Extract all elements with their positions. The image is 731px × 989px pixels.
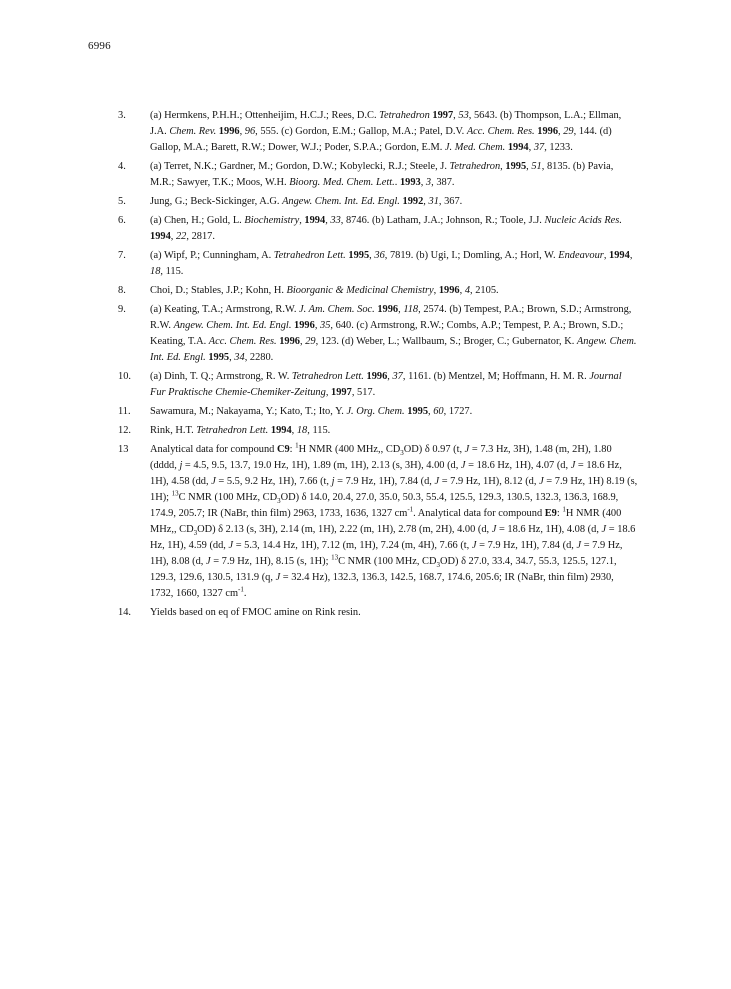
reference-text-segment: J [471,540,477,551]
reference-text-segment: 18 [296,425,308,436]
reference-text-segment: , 123. (d) Weber, L.; Wallbaum, S.; Broger, C.; Gubernator, K. [315,336,577,347]
reference-text-segment: = 7.9 Hz, 1H), 7.84 (d, [476,540,577,551]
reference-text-segment: , 1233. [544,142,573,153]
reference-text [150,605,638,621]
reference-text-segment: , [453,110,459,121]
reference-text-segment: 1994 [304,215,326,226]
reference-text-segment: , [398,304,404,315]
reference-item [118,108,638,156]
reference-text-segment: 1997 [432,110,454,121]
reference-text-segment: 1996 [377,304,399,315]
reference-item [118,213,638,245]
reference-text-segment: J. Am. Chem. Soc. [299,304,375,315]
reference-text-segment: , 640. (c) Armstrong, R.W.; Combs, A.P.; Tempest, P. A.; Brown, S.D.; Keating, T.A. [150,320,624,347]
reference-text-segment: OD) δ 2.13 (s, 3H), 2.14 (m, 1H), 2.22 (m, 1H), 2.78 (m, 2H), 4.00 (d, [197,524,492,535]
reference-text-segment: . [394,177,400,188]
reference-text-segment: Rink, H.T. [150,425,197,436]
reference-text-segment: 13 [331,553,339,562]
reference-text-segment: -1 [238,585,244,594]
reference-text-segment: J [211,476,216,487]
reference-text-segment: J [601,524,607,535]
reference-text-segment: , [629,250,633,261]
reference-text-segment: 1995 [348,250,370,261]
reference-text-segment: = 5.5, 9.2 Hz, 1H), 7.66 (t, [215,476,332,487]
reference-text-segment: , 517. [351,387,376,398]
reference-text-segment: Biochemistry [244,215,300,226]
reference-text-segment: = 7.3 Hz, 3H), 1.48 (m, 2H), 1.80 (dddd, [150,444,612,471]
reference-text-segment: , [229,352,235,363]
reference-text-segment: 3 [277,497,281,506]
reference-item [118,159,638,191]
reference-text [150,159,638,191]
reference-text-segment: , [299,336,306,347]
reference-text-segment: 1996 [294,320,315,331]
reference-text-segment: , [170,231,176,242]
reference-text-segment: , [433,285,439,296]
reference-text-segment: 1996 [218,126,240,137]
reference-text-segment: 34 [234,352,245,363]
reference-text-segment: 3 [193,529,198,538]
reference-text-segment: 37 [392,371,403,382]
reference-text-segment: = 7.9 Hz, 1H), 8.12 (d, [439,476,540,487]
reference-text-segment: , [239,126,245,137]
reference-item [118,404,638,420]
reference-text-segment: , [526,161,532,172]
reference-text-segment: 1995 [208,352,230,363]
reference-text-segment: J [491,524,497,535]
reference-text-segment: 3 [400,449,404,458]
reference-text-segment: OD) δ 0.97 (t, [403,444,465,455]
reference-text-segment: 60 [433,406,444,417]
reference-text-segment: , 115. [160,266,184,277]
reference-text-segment: , 5643. (b) Thompson, L.A.; Ellman, J.A. [150,110,622,137]
reference-text-segment: Yields based on eq of FMOC amine on Rink resin. [150,607,361,618]
reference-text-segment: 1992 [402,196,424,207]
reference-text-segment: . [243,588,247,599]
reference-text-segment: J [206,556,211,567]
reference-text-segment: 1 [562,505,566,514]
reference-text-segment: J [460,460,466,471]
reference-text-segment: J [570,460,576,471]
reference-text [150,194,638,210]
reference-text-segment: , 115. [307,425,331,436]
reference-text-segment: Nucleic Acids Res. [544,215,622,226]
reference-number: 8. [118,285,126,296]
reference-text-segment: , [603,250,610,261]
reference-text-segment: 118 [403,304,419,315]
reference-text-segment: J [434,476,440,487]
reference-text-segment: 37 [533,142,545,153]
reference-text-segment: Tetrahedron Lett. [273,250,346,261]
reference-text-segment: , [314,320,321,331]
reference-text-segment: 22 [175,231,187,242]
reference-text-segment: 53 [458,110,469,121]
reference-text-segment: 31 [428,196,439,207]
reference-text-segment: 3 [425,177,432,188]
reference-number: 7. [118,250,126,261]
reference-text-segment: , 387. [431,177,455,188]
reference-text-segment: 35 [320,320,331,331]
reference-text-segment: 1993 [399,177,421,188]
reference-text-segment: 1995 [407,406,429,417]
reference-text-segment: , [428,406,434,417]
reference-text-segment: 1994 [609,250,630,261]
reference-text-segment: Bioorganic & Medicinal Chemistry [286,285,434,296]
reference-text-segment: = 18.6 Hz, 1H), 4.58 (dd, [150,460,622,487]
reference-text-segment: j [331,476,335,487]
reference-text-segment: (a) Dinh, T. Q.; Armstrong, R. W. [150,371,292,382]
reference-text-segment: Tetrahedron Lett. [196,425,269,436]
reference-text-segment: (a) Keating, T.A.; Armstrong, R.W. [150,304,300,315]
reference-text-segment: . Analytical data for compound [413,508,545,519]
reference-number: 5. [118,196,126,207]
reference-text-segment: 1996 [537,126,559,137]
reference-text [150,248,638,280]
reference-list [118,108,638,624]
reference-text-segment: J [464,444,470,455]
reference-text-segment: = 32.4 Hz), 132.3, 136.3, 142.5, 168.7, 174.6, 205.6; IR (NaBr, thin film) 2930, 1732, 1660, 1327 cm [150,572,614,599]
reference-text-segment: (a) Hermkens, P.H.H.; Ottenheijim, H.C.J.; Rees, D.C. [150,110,380,121]
reference-text-segment: J [576,540,582,551]
reference-text-segment: J [228,540,234,551]
reference-text-segment: 3 [436,561,440,570]
reference-text-segment: , [325,387,332,398]
reference-text-segment: H NMR (400 MHz,, CD [150,508,622,535]
reference-text [150,442,638,602]
reference-text-segment: 1996 [438,285,460,296]
reference-text-segment: 1995 [505,161,527,172]
reference-item [118,283,638,299]
reference-text-segment: = 18.6 Hz, 1H), 4.08 (d, [496,524,602,535]
reference-text-segment: (a) Chen, H.; Gold, L. [150,215,245,226]
reference-text-segment: = 7.9 Hz, 1H), 7.84 (d, [334,476,435,487]
reference-text-segment: , 2817. [186,231,215,242]
reference-text-segment: 4 [464,285,471,296]
reference-text-segment: = 7.9 Hz, 1H) 8.19 (s, 1H); [150,476,638,503]
reference-text-segment: 1996 [366,371,388,382]
reference-text-segment: 1994 [150,231,171,242]
reference-text-segment: , 144. (d) Gallop, M.A.; Barett, R.W.; Dower, W.J.; Poder, S.P.A.; Gordon, E.M. [150,126,612,153]
reference-text-segment: = 4.5, 9.5, 13.7, 19.0 Hz, 1H), 1.89 (m, 1H), 2.13 (s, 3H), 4.00 (d, [182,460,461,471]
reference-text-segment: , 2574. (b) Tempest, P.A.; Brown, S.D.; Armstrong, R.W. [150,304,632,331]
reference-text-segment: , [369,250,375,261]
reference-text-segment: Chem. Rev. [169,126,217,137]
reference-number: 4. [118,161,126,172]
reference-text-segment: , 1161. (b) Mentzel, M; Hoffmann, H. M. R. [402,371,590,382]
reference-text [150,302,638,366]
reference-text-segment: 51 [531,161,542,172]
reference-text-segment: 1997 [331,387,352,398]
reference-text-segment: 1996 [279,336,300,347]
reference-text-segment: = 7.9 Hz, 1H), 8.15 (s, 1H); [210,556,332,567]
reference-text-segment: OD) δ 27.0, 33.4, 34.7, 55.3, 125.5, 127.1, 129.3, 129.6, 130.5, 131.9 (q, [150,556,617,583]
reference-item [118,423,638,439]
reference-text-segment: Jung, G.; Beck-Sickinger, A.G. [150,196,283,207]
reference-text-segment: 18 [150,266,161,277]
reference-text-segment: C NMR (100 MHz, CD [178,492,278,503]
reference-text-segment: = 5.3, 14.4 Hz, 1H), 7.12 (m, 1H), 7.24 (m, 4H), 7.66 (t, [233,540,472,551]
reference-text-segment: , [420,177,426,188]
reference-text-segment: 33 [330,215,341,226]
reference-text-segment: = 7.9 Hz, 1H), 8.08 (d, [150,540,623,567]
reference-text-segment: Acc. Chem. Res. [466,126,535,137]
reference-number: 14. [118,607,131,618]
reference-item [118,302,638,366]
reference-text-segment: , 2105. [470,285,499,296]
reference-text-segment: J. Med. Chem. [444,142,506,153]
reference-text-segment: , [500,161,506,172]
reference-text-segment: Bioorg. Med. Chem. Lett. [289,177,395,188]
reference-text [150,404,638,420]
reference-text-segment: E9 [544,508,557,519]
reference-text-segment: C NMR (100 MHz, CD [338,556,437,567]
reference-text [150,283,638,299]
page-number: 6996 [88,40,111,52]
reference-text-segment: Acc. Chem. Res. [208,336,277,347]
reference-text-segment: j [179,460,183,471]
reference-text [150,369,638,401]
reference-number: 11. [118,406,131,417]
reference-text-segment: , [558,126,564,137]
reference-text-segment: Choi, D.; Stables, J.P.; Kohn, H. [150,285,287,296]
reference-text-segment: Tetrahedron [449,161,501,172]
reference-text-segment: Analytical data for compound [150,444,277,455]
reference-text-segment: 36 [374,250,385,261]
reference-text-segment: 96 [244,126,256,137]
reference-text-segment: 13 [171,489,179,498]
reference-text [150,423,638,439]
reference-text-segment: , [387,371,393,382]
reference-text-segment: 29 [563,126,574,137]
reference-text-segment: Angew. Chem. Int. Ed. Engl. [173,320,292,331]
reference-text-segment: , 367. [438,196,463,207]
reference-item [118,248,638,280]
reference-text-segment: H NMR (400 MHz,, CD [298,444,401,455]
reference-text [150,213,638,245]
reference-text-segment: : [556,508,563,519]
reference-text-segment: 1994 [270,425,292,436]
reference-number: 10. [118,371,131,382]
reference-text-segment: : [289,444,296,455]
reference-text-segment: , [423,196,429,207]
reference-text-segment: Endeavour [558,250,604,261]
reference-text-segment: , 7819. (b) Ugi, I.; Domling, A.; Horl, W. [384,250,559,261]
reference-item [118,369,638,401]
reference-text-segment: , 2280. [244,352,274,363]
reference-text-segment: Tetrahedron [379,110,430,121]
reference-text-segment: , 555. (c) Gordon, E.M.; Gallop, M.A.; Patel, D.V. [255,126,467,137]
reference-text-segment: 29 [305,336,316,347]
reference-text-segment: Angew. Chem. Int. Ed. Engl. [150,336,637,363]
reference-text-segment: Angew. Chem. Int. Ed. Engl. [282,196,400,207]
reference-text-segment: Journal Fur Praktische Chemie-Chemiker-Zeitung [150,371,622,398]
reference-text-segment: Tetrahedron Lett. [291,371,364,382]
reference-text-segment: , 8135. (b) Pavia, M.R.; Sawyer, T.K.; Moos, W.H. [150,161,614,188]
reference-text-segment: , [325,215,331,226]
reference-text-segment: -1 [407,505,414,514]
reference-item [118,605,638,621]
reference-text-segment: (a) Wipf, P.; Cunningham, A. [150,250,274,261]
reference-text-segment: J. Org. Chem. [346,406,405,417]
reference-number: 9. [118,304,126,315]
reference-text-segment: OD) δ 14.0, 20.4, 27.0, 35.0, 50.3, 55.4, 125.5, 129.3, 130.5, 132.3, 136.3, 168.9, 174.9, 205.7; IR (NaBr, thin film) 2963, 1733, 1636, 1327 cm [150,492,619,519]
reference-text-segment: 1994 [507,142,529,153]
reference-text-segment: , 8746. (b) Latham, J.A.; Johnson, R.; Toole, J.J. [340,215,545,226]
reference-text-segment: , [528,142,534,153]
reference-text-segment: , [291,425,297,436]
reference-text-segment: Sawamura, M.; Nakayama, Y.; Kato, T.; Ito, Y. [150,406,347,417]
reference-text [150,108,638,156]
reference-item [118,194,638,210]
reference-text-segment: , [299,215,305,226]
reference-number: 3. [118,110,126,121]
reference-item [118,442,638,602]
reference-number: 12. [118,425,131,436]
reference-text-segment: , [459,285,465,296]
reference-text-segment: (a) Terret, N.K.; Gardner, M.; Gordon, D.W.; Kobylecki, R.J.; Steele, J. [150,161,450,172]
reference-text-segment: , 1727. [443,406,473,417]
reference-text-segment: = 18.6 Hz, 1H), 4.59 (dd, [150,524,636,551]
reference-text-segment: 1 [295,441,299,450]
reference-text-segment: C9 [276,444,290,455]
reference-text-segment: J [539,476,544,487]
reference-number: 13 [118,444,129,455]
reference-text-segment: J [275,572,281,583]
reference-number: 6. [118,215,126,226]
reference-text-segment: = 18.6 Hz, 1H), 4.07 (d, [465,460,571,471]
